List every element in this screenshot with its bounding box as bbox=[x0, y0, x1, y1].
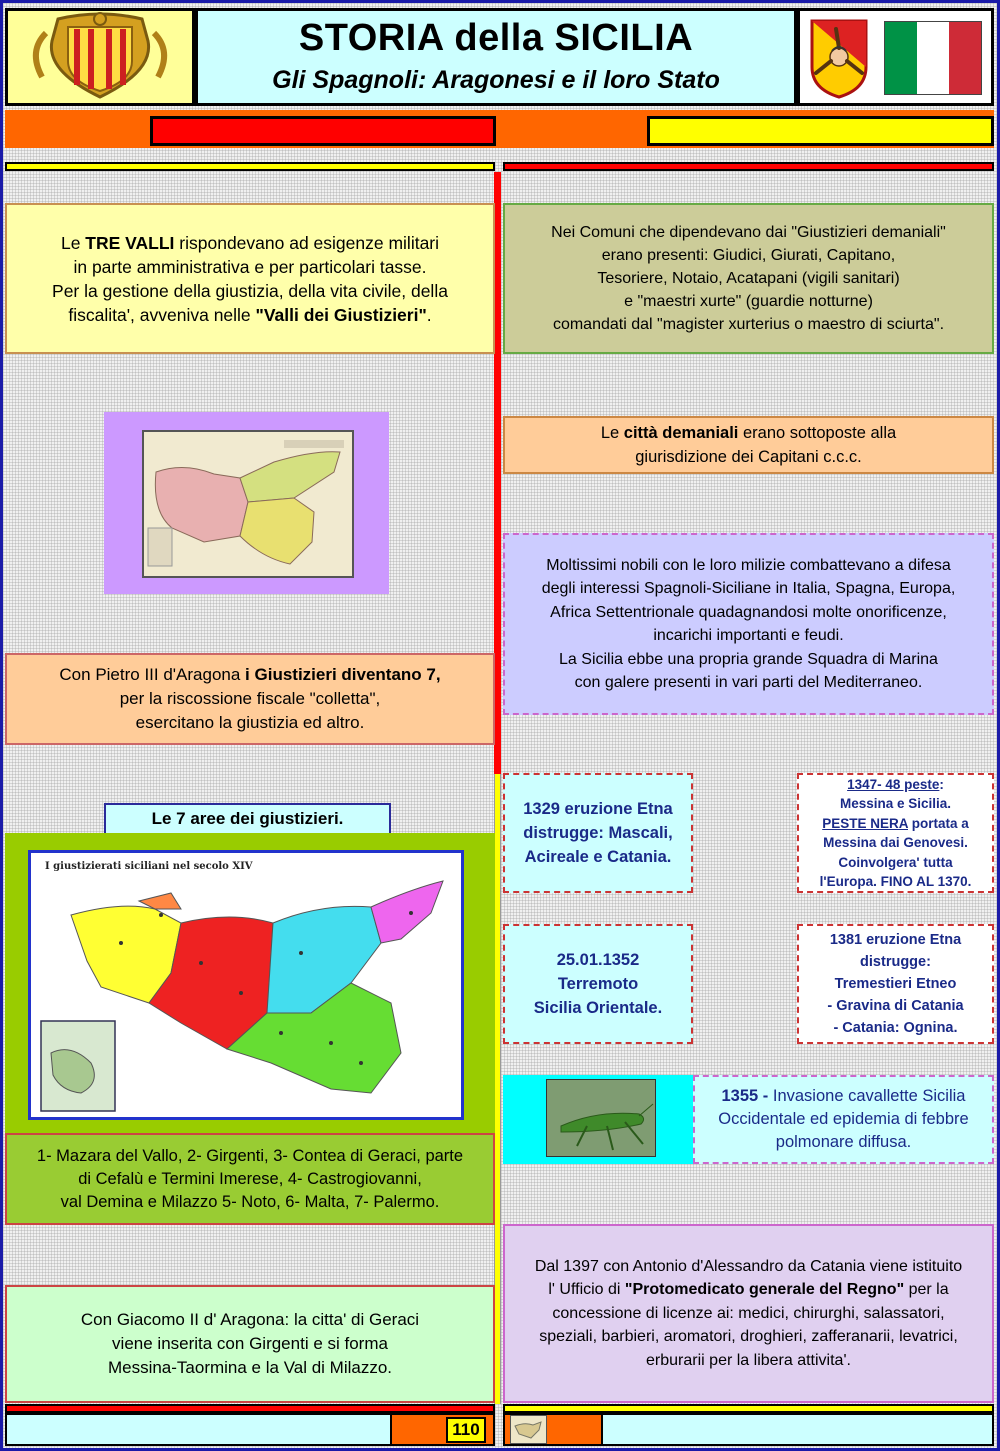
etna-1329-box bbox=[503, 773, 693, 893]
text: Acireale e Catania. bbox=[524, 848, 672, 866]
text: - Catania: Ognina. bbox=[833, 1020, 958, 1036]
tre-valli-box bbox=[5, 203, 495, 354]
text: Con Giacomo II d' Aragona: la citta' di Geraci bbox=[80, 1310, 420, 1329]
text-bold: città demaniali bbox=[623, 424, 739, 442]
text: erano sottoposte alla bbox=[738, 424, 897, 442]
text: Occidentale ed epidemia di febbre bbox=[718, 1110, 969, 1128]
text: giurisdizione dei Capitani c.c.c. bbox=[635, 448, 862, 466]
text: Le bbox=[60, 232, 86, 253]
text: speziali, barbieri, aromatori, droghieri, zafferanarii, levatrici, bbox=[539, 1328, 958, 1346]
text: 25.01.1352 bbox=[556, 951, 640, 969]
text-bold: 1347- 48 peste bbox=[847, 776, 940, 792]
text: . bbox=[426, 304, 432, 325]
column-strip-right bbox=[503, 162, 994, 171]
text: Tesoriere, Notaio, Acatapani (vigili sanitari) bbox=[597, 270, 900, 287]
text-bold: i Giustizieri diventano 7, bbox=[245, 665, 441, 684]
text: con galere presenti in vari parti del Mediterraneo. bbox=[574, 674, 923, 691]
page-number: 110 bbox=[446, 1417, 486, 1443]
text-bold: 1355 - bbox=[721, 1087, 773, 1105]
map-thumbnail-icon bbox=[510, 1415, 547, 1444]
text: La Sicilia ebbe una propria grande Squadra di Marina bbox=[559, 650, 938, 668]
protomedicato-box bbox=[503, 1224, 994, 1403]
text: di Cefalù e Termini Imerese, 4- Castrogiovanni, bbox=[78, 1169, 422, 1188]
footer-strip-left bbox=[5, 1404, 495, 1413]
text: Coinvolgera' tutta bbox=[838, 854, 953, 870]
cavallette-box bbox=[693, 1075, 994, 1164]
giacomo-box bbox=[5, 1285, 495, 1403]
text: Sicilia Orientale. bbox=[533, 999, 663, 1017]
text: 1381 eruzione Etna bbox=[829, 932, 962, 948]
decorative-band-red bbox=[150, 116, 496, 146]
giustizierati-map bbox=[28, 850, 464, 1120]
italian-flag-icon bbox=[884, 21, 982, 95]
text: erburarii per la libera attivita'. bbox=[646, 1351, 851, 1369]
text: in parte amministrativa e per particolari tasse. bbox=[73, 256, 427, 277]
text: Tremestieri Etneo bbox=[834, 976, 957, 992]
text: esercitano la giustizia ed altro. bbox=[135, 713, 365, 732]
text: 1329 eruzione Etna bbox=[523, 800, 673, 818]
page-title: STORIA della SICILIA bbox=[298, 17, 694, 59]
text: comandati dal "magister xurterius o maestro di sciurta". bbox=[552, 316, 945, 333]
map-title: I giustizierati siciliani nel secolo XIV bbox=[45, 861, 253, 872]
column-divider-yellow bbox=[494, 774, 501, 1404]
giustizieri-list-box bbox=[5, 1133, 495, 1225]
text: degli interessi Spagnoli-Siciliane in Italia, Spagna, Europa, bbox=[541, 580, 956, 597]
text: Invasione cavallette Sicilia bbox=[772, 1087, 966, 1105]
text: Per la gestione della giustizia, della vita civile, della bbox=[52, 280, 448, 301]
etna-1381-box bbox=[797, 924, 994, 1044]
footer-strip-right bbox=[503, 1404, 994, 1413]
header-title-panel bbox=[195, 8, 797, 106]
text: - Gravina di Catania bbox=[827, 998, 964, 1014]
header-flags-panel bbox=[797, 8, 994, 106]
text: Messina dai Genovesi. bbox=[823, 835, 968, 850]
text: Messina e Sicilia. bbox=[839, 796, 952, 811]
text: polmonare diffusa. bbox=[775, 1133, 912, 1151]
text: PESTE NERA bbox=[822, 815, 908, 831]
text: Nei Comuni che dipendevano dai "Giustizieri demaniali" bbox=[551, 224, 946, 241]
text: fiscalita', avveniva nelle bbox=[68, 304, 256, 325]
text: 1- Mazara del Vallo, 2- Girgenti, 3- Contea di Geraci, parte bbox=[36, 1146, 464, 1165]
text: per la bbox=[904, 1281, 949, 1299]
text: portata a bbox=[908, 815, 969, 831]
text: Con Pietro III d'Aragona bbox=[59, 665, 246, 684]
page-subtitle: Gli Spagnoli: Aragonesi e il loro Stato bbox=[272, 66, 720, 94]
text: distrugge: Mascali, bbox=[523, 824, 673, 842]
text-bold: TRE VALLI bbox=[85, 232, 175, 253]
antique-map-sicily bbox=[142, 430, 354, 578]
text: Terremoto bbox=[557, 975, 639, 993]
text: e "maestri xurte" (guardie notturne) bbox=[624, 293, 873, 310]
aragonese-coat-of-arms-icon bbox=[8, 11, 192, 103]
text-bold: "Protomedicato generale del Regno" bbox=[624, 1281, 905, 1299]
text-bold: "Valli dei Giustizieri" bbox=[255, 304, 427, 325]
text: l'Europa. FINO AL 1370. bbox=[819, 874, 972, 889]
text: Messina-Taormina e la Val di Milazzo. bbox=[107, 1358, 393, 1377]
text: viene inserita con Girgenti e si forma bbox=[112, 1334, 388, 1353]
text: incarichi importanti e feudi. bbox=[653, 627, 844, 644]
text: rispondevano ad esigenze militari bbox=[174, 232, 440, 253]
text: per la riscossione fiscale "colletta", bbox=[119, 689, 381, 708]
column-divider-red bbox=[494, 172, 501, 774]
decorative-band-yellow bbox=[647, 116, 994, 146]
citta-demaniali-box bbox=[503, 416, 994, 474]
text: : bbox=[939, 776, 944, 792]
text: Moltissimi nobili con le loro milizie combattevano a difesa bbox=[546, 556, 951, 574]
nobili-box bbox=[503, 533, 994, 715]
map-label: Le 7 aree dei giustizieri. bbox=[104, 803, 391, 835]
trinacria-emblem-icon bbox=[808, 17, 870, 99]
text: Le bbox=[600, 424, 624, 442]
text: erano presenti: Giudici, Giurati, Capitano, bbox=[601, 247, 896, 264]
text: Africa Settentrionale quadagnandosi molte onorificenze, bbox=[550, 603, 947, 621]
text: Dal 1397 con Antonio d'Alessandro da Catania viene istituito bbox=[534, 1257, 963, 1275]
text: val Demina e Milazzo 5- Noto, 6- Malta, 7- Palermo. bbox=[60, 1192, 440, 1211]
header-emblem-panel bbox=[5, 8, 195, 106]
terremoto-box bbox=[503, 924, 693, 1044]
column-strip-left bbox=[5, 162, 495, 171]
comuni-box bbox=[503, 203, 994, 354]
text: l' Ufficio di bbox=[548, 1281, 625, 1299]
grasshopper-photo bbox=[546, 1079, 656, 1157]
text: concessione di licenze ai: medici, chirurghi, salassatori, bbox=[552, 1304, 945, 1322]
peste-box bbox=[797, 773, 994, 893]
pietro-box bbox=[5, 653, 495, 745]
text: distrugge: bbox=[860, 954, 931, 970]
